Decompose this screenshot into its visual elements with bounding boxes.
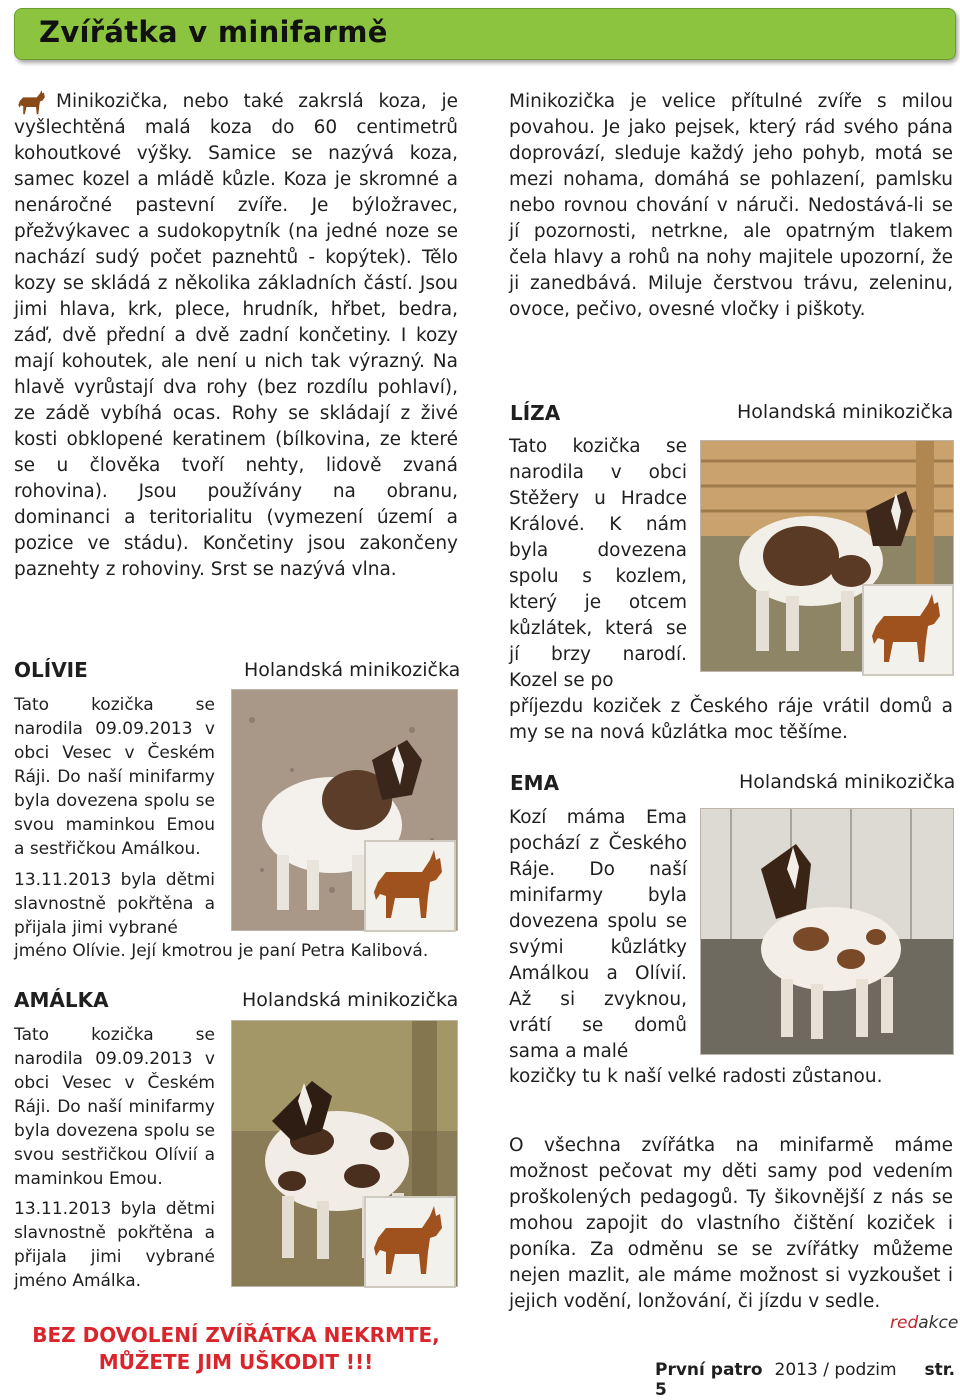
olivie-goat-badge (364, 840, 456, 932)
goat-icon (366, 842, 454, 930)
signature-black: akce (918, 1313, 959, 1333)
liza-text: Tato kozička se narodila v obci Stěžery u Hradce Králové. K nám byla dovezena spolu s kozlem, který je otcem kůzlátek, která se jí brzy narodí. Kozel se po (509, 436, 687, 691)
amalka-breed: Holandská minikozička (242, 989, 459, 1011)
warning (14, 1322, 458, 1376)
footer-issue: 2013 / podzim (774, 1360, 897, 1380)
signature (890, 1313, 958, 1333)
amalka-heading: AMÁLKA (14, 988, 109, 1012)
olivie-baptism: 13.11.2013 byla dětmi slavnostně pokřtěna a přijala jimi vybrané (14, 870, 215, 938)
title-banner (14, 8, 956, 60)
warning-line-2: MŮŽETE JIM UŠKODIT !!! (98, 1350, 374, 1374)
liza-text-end: příjezdu koziček z Českého ráje vrátil domů a my se na nová kůzlátka moc těšíme. (509, 696, 953, 743)
olivie-breed: Holandská minikozička (244, 659, 461, 681)
amalka-text: Tato kozička se narodila 09.09.2013 v obci Vesec v Českém Ráji. Do naší minifarmy byla dovezena spolu se svou sestřičkou Olívií a maminkou Emou. (14, 1025, 215, 1189)
ema-heading: EMA (510, 771, 560, 795)
liza-goat-badge (862, 584, 954, 676)
olivie-heading: OLÍVIE (14, 658, 88, 682)
amalka-baptism: 13.11.2013 byla dětmi slavnostně pokřtěna a přijala jimi vybrané jméno Amálka. (14, 1199, 215, 1291)
ema-text: Kozí máma Ema pochází z Českého Ráje. Do naší minifarmy byla dovezena spolu se svými kůzlátky Amálkou a Olívií. Až si zvyknou, vrátí se domů sama a malé (509, 807, 687, 1062)
ema-breed: Holandská minikozička (739, 771, 956, 793)
olivie-godmother: jméno Olívie. Její kmotrou je paní Petra Kalibová. (14, 941, 429, 961)
olivie-text: Tato kozička se narodila 09.09.2013 v obci Vesec v Českém Ráji. Do naší minifarmy byla dovezena spolu se svou maminkou Emou a sestřičkou Amálkou. (14, 695, 215, 859)
footer-page: str. 5 (655, 1360, 956, 1400)
warning-line-1: BEZ DOVOLENÍ ZVÍŘÁTKA NEKRMTE, (32, 1323, 440, 1347)
liza-breed: Holandská minikozička (737, 401, 954, 423)
outro-paragraph: O všechna zvířátka na minifarmě máme možnost pečovat my děti samy pod vedením proškolených pedagogů. Ty šikovnější z nás se mohou zapojit do vlastního čištění koziček i poníka. Za odměnu se se zvířátky můžeme nejen mazlit, ale máme možnost si vyzkoušet i jejich vodění, lonžování, či jízdu v sedle. (509, 1135, 953, 1312)
goat-icon (864, 586, 952, 674)
signature-red: red (890, 1313, 919, 1333)
page-title: Zvířátka v minifarmě (39, 15, 388, 49)
ema-text-end: kozičky tu k naší velké radosti zůstanou. (509, 1066, 883, 1087)
right-intro-paragraph: Minikozička je velice přítulné zvíře s milou povahou. Je jako pejsek, který rád svého pána doprovází, sleduje každý jeho pohyb, motá se mezi nohama, domáhá se pohlazení, pamlsku nebo rovnou chování v náruči. Nedostává-li se jí pozornosti, netrkne, ale opatrným tlakem čela hlavy a rohů na nohy majitele upozorní, že ji zanedbává. Miluje čerstvou trávu, zeleninu, ovoce, pečivo, ovesné vločky i piškoty. (509, 91, 953, 320)
goat-icon (366, 1198, 454, 1286)
footer (655, 1360, 960, 1400)
footer-magazine: První patro (655, 1360, 763, 1380)
liza-heading: LÍZA (510, 401, 561, 425)
amalka-goat-badge (364, 1196, 456, 1288)
intro-paragraph: Minikozička, nebo také zakrslá koza, je vyšlechtěná malá koza do 60 centimetrů kohoutkové výšky. Samice se nazývá koza, samec kozel a mládě kůzle. Koza je skromné a nenáročné pastevní zvíře. Je býložravec, přežvýkavec a sudokopytník (na jedné noze se nachází sudý počet paznehtů - kopýtek). Tělo kozy se skládá z několika základních částí. Jsou jimi hlava, krk, plece, hrudník, hřbet, bedra, záď, dvě přední a dvě zadní končetiny. I kozy mají kohoutek, ale není u nich tak výrazný. Na hlavě vyrůstají dva rohy (bez rozdílu pohlaví), ze zádě vybíhá ocas. Rohy se skládají z živé kosti obklopené keratinem (bílkovina, ze které se u člověka tvoří nehty, lidově zvaná rohovina). Jsou používány na obranu, dominanci a teritorialitu (vymezení území a pozice ve stádu). Končetiny jsou zakončeny paznehty z rohoviny. Srst se nazývá vlna. (14, 91, 458, 580)
ema-photo (700, 808, 954, 1055)
